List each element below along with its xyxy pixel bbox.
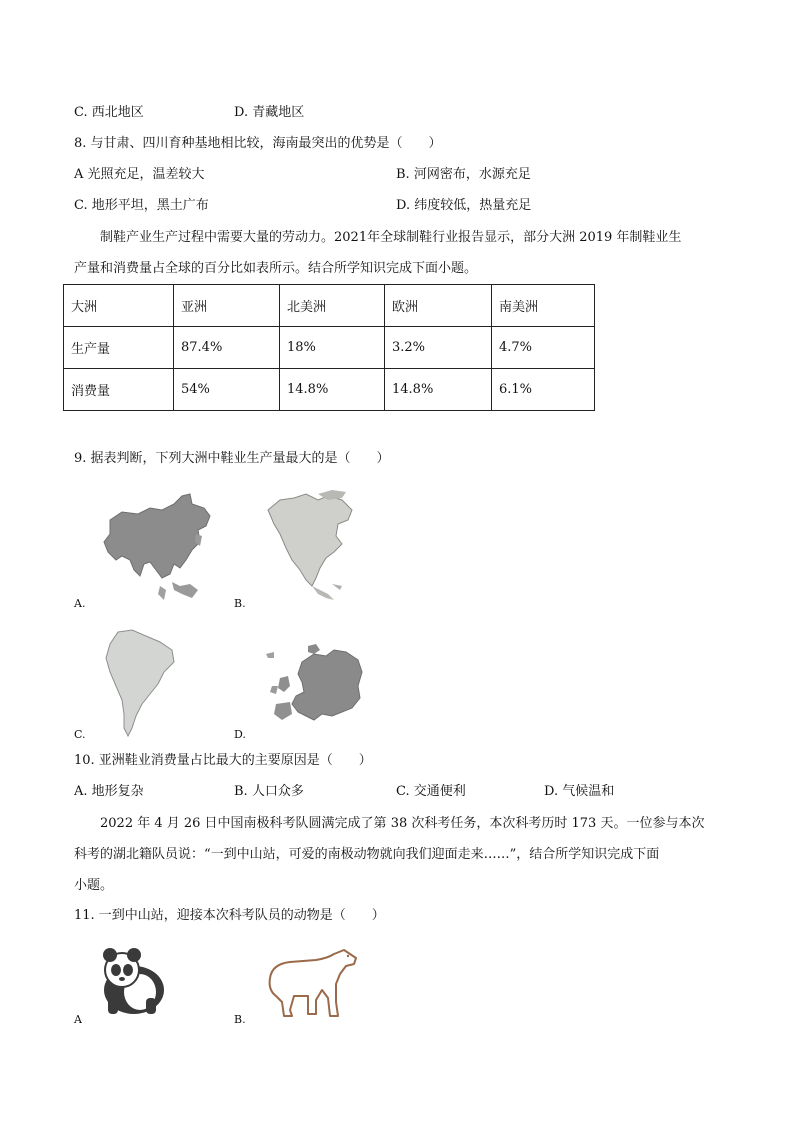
q8-option-b: B. 河网密布，水源充足 (396, 167, 531, 182)
table-cell: 54% (174, 369, 280, 411)
table-header-row (64, 285, 595, 327)
shoe-industry-table (63, 284, 595, 411)
q8-stem: 8. 与甘肃、四川育种基地相比较，海南最突出的优势是（ ） (74, 136, 442, 151)
q10-option-b: B. 人口众多 (234, 784, 304, 799)
q10-stem: 10. 亚洲鞋业消费量占比最大的主要原因是（ ） (74, 753, 372, 768)
north-america-map-image (262, 490, 366, 608)
passage2-line3: 小题。 (74, 878, 114, 893)
q8-option-a: A 光照充足，温差较大 (74, 167, 205, 182)
q9-label-b: B. (234, 597, 246, 610)
q9-label-d: D. (234, 728, 246, 741)
table-cell: 3.2% (385, 327, 492, 369)
table-header-cell: 北美洲 (280, 285, 385, 327)
table-cell: 6.1% (492, 369, 595, 411)
q10-option-d: D. 气候温和 (544, 784, 615, 799)
south-america-map-image (102, 628, 178, 740)
table-header-cell: 亚洲 (174, 285, 280, 327)
q8-option-d: D. 纬度较低，热量充足 (396, 198, 532, 213)
table-cell: 14.8% (280, 369, 385, 411)
q11-label-b: B. (234, 1013, 246, 1026)
table-row (64, 327, 595, 369)
table-header-cell: 大洲 (64, 285, 174, 327)
asia-map-image (100, 490, 212, 608)
q11-stem: 11. 一到中山站，迎接本次科考队员的动物是（ ） (74, 908, 385, 923)
q9-stem: 9. 据表判断，下列大洲中鞋业生产量最大的是（ ） (74, 451, 390, 466)
table-cell: 消费量 (64, 369, 174, 411)
passage1-line2: 产量和消费量占全球的百分比如表所示。结合所学知识完成下面小题。 (74, 261, 478, 276)
table-row (64, 369, 595, 411)
table-cell: 生产量 (64, 327, 174, 369)
table-cell: 14.8% (385, 369, 492, 411)
passage1-line1: 制鞋产业生产过程中需要大量的劳动力。2021年全球制鞋行业报告显示，部分大洲 2019 年制鞋业生 (100, 230, 682, 245)
table-header-cell: 欧洲 (385, 285, 492, 327)
polar-bear-image (264, 944, 360, 1020)
q9-label-c: C. (74, 728, 86, 741)
passage2-line2: 科考的湖北籍队员说：“一到中山站，可爱的南极动物就向我们迎面走来……”，结合所学知识完成下面 (74, 847, 660, 862)
table-header-cell: 南美洲 (492, 285, 595, 327)
table-cell: 4.7% (492, 327, 595, 369)
table-cell: 18% (280, 327, 385, 369)
q7-option-c: C. 西北地区 (74, 105, 144, 120)
q9-label-a: A. (74, 597, 86, 610)
q7-option-d: D. 青藏地区 (234, 105, 305, 120)
q10-option-c: C. 交通便利 (396, 784, 466, 799)
table-cell: 87.4% (174, 327, 280, 369)
q8-option-c: C. 地形平坦，黑土广布 (74, 198, 209, 213)
panda-image (100, 946, 168, 1016)
europe-map-image (262, 642, 366, 728)
q11-label-a: A (74, 1013, 82, 1026)
passage2-line1: 2022 年 4 月 26 日中国南极科考队圆满完成了第 38 次科考任务，本次科考历时 173 天。一位参与本次 (100, 816, 705, 831)
q10-option-a: A. 地形复杂 (74, 784, 144, 799)
